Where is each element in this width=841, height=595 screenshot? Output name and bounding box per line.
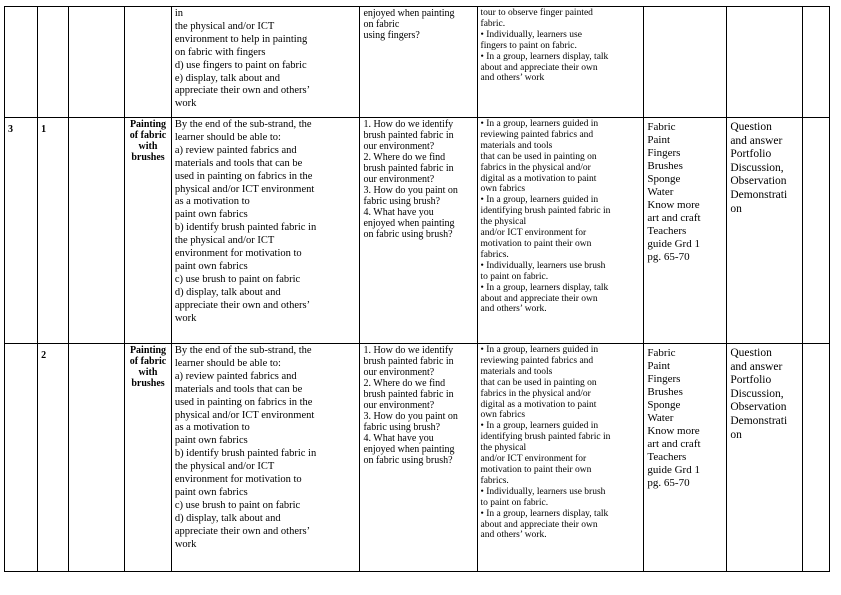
cell-line: fabrics in the physical and/or bbox=[480, 162, 591, 173]
cell-line: • Individually, learners use bbox=[480, 29, 582, 40]
cell-line: Question bbox=[730, 121, 772, 133]
cell-line: • In a group, learners display, talk bbox=[480, 508, 609, 519]
cell-line: 3. How do you paint on bbox=[363, 185, 458, 196]
cell-line: used in painting on fabrics in the bbox=[174, 396, 313, 408]
key-inquiry-questions-cell bbox=[360, 7, 477, 118]
cell-line: on fabric using brush? bbox=[363, 229, 453, 240]
cell-line: pg. 65-70 bbox=[647, 477, 690, 489]
cell-line: c) use brush to paint on fabric bbox=[174, 273, 301, 285]
cell-line: and/or ICT environment for bbox=[480, 454, 587, 465]
cell-line: b) identify brush painted fabric in bbox=[174, 448, 317, 460]
cell-line: fabric using brush? bbox=[363, 422, 441, 433]
cell-line: motivation to paint their own bbox=[480, 238, 592, 249]
cell-line: Sponge bbox=[647, 173, 681, 185]
cell-line: Demonstrati bbox=[730, 188, 788, 201]
cell-line: paint own fabrics bbox=[174, 209, 248, 221]
lesson-cell bbox=[38, 118, 69, 344]
cell-line: to paint on fabric. bbox=[480, 271, 549, 282]
cell-line: digital as a motivation to paint bbox=[480, 399, 597, 410]
lesson-number: 2 bbox=[41, 350, 47, 361]
learning-experiences-cell bbox=[477, 344, 644, 572]
cell-line: materials and tools that can be bbox=[174, 157, 303, 169]
cell-line: work bbox=[174, 98, 197, 110]
cell-line: 1. How do we identify bbox=[363, 345, 454, 356]
cell-line: paint own fabrics bbox=[174, 435, 248, 447]
scheme-of-work-table bbox=[4, 6, 830, 572]
cell-line: enjoyed when painting bbox=[363, 8, 455, 19]
cell-line: and others’ work. bbox=[480, 530, 547, 541]
strand-cell bbox=[69, 344, 125, 572]
table-row bbox=[5, 7, 830, 118]
cell-line: our environment? bbox=[363, 367, 435, 378]
week-cell bbox=[5, 344, 38, 572]
learning-resources-cell bbox=[644, 344, 727, 572]
key-inquiry-questions-cell bbox=[360, 344, 477, 572]
week-cell bbox=[5, 7, 38, 118]
strand-cell bbox=[69, 7, 125, 118]
cell-line: 2. Where do we find bbox=[363, 152, 446, 163]
cell-line: Know more bbox=[647, 199, 700, 211]
cell-line: Painting bbox=[129, 119, 167, 130]
assessment-cell bbox=[727, 118, 803, 344]
cell-line: as a motivation to bbox=[174, 196, 250, 208]
cell-line: environment for motivation to bbox=[174, 474, 302, 486]
cell-line: paint own fabrics bbox=[174, 260, 248, 272]
cell-line: • In a group, learners guided in bbox=[480, 119, 599, 129]
reflection-cell bbox=[802, 344, 829, 572]
cell-line: By the end of the sub-strand, the bbox=[174, 345, 312, 356]
cell-line: our environment? bbox=[363, 141, 435, 152]
cell-line: work bbox=[174, 312, 197, 324]
cell-line: Brushes bbox=[647, 386, 683, 398]
learning-outcomes-cell bbox=[171, 118, 360, 344]
cell-line: c) use brush to paint on fabric bbox=[174, 499, 301, 511]
cell-line: learner should be able to: bbox=[174, 357, 281, 369]
sub-strand-cell bbox=[125, 118, 172, 344]
cell-line: • Individually, learners use brush bbox=[480, 260, 606, 271]
cell-line: fabric using brush? bbox=[363, 196, 441, 207]
cell-line: Question bbox=[730, 347, 772, 359]
cell-line: our environment? bbox=[363, 400, 435, 411]
cell-line: a) review painted fabrics and bbox=[174, 144, 297, 156]
cell-line: with bbox=[138, 367, 158, 378]
cell-line: materials and tools that can be bbox=[174, 383, 303, 395]
cell-line: brush painted fabric in bbox=[363, 389, 454, 400]
cell-line: b) identify brush painted fabric in bbox=[174, 222, 317, 234]
cell-line: and others’ work. bbox=[480, 304, 547, 315]
cell-line: Portfolio bbox=[730, 374, 772, 387]
cell-line: tour to observe finger painted bbox=[480, 8, 593, 18]
cell-line: physical and/or ICT environment bbox=[174, 183, 315, 195]
cell-line: materials and tools bbox=[480, 366, 553, 377]
cell-line: learner should be able to: bbox=[174, 131, 281, 143]
cell-line: fabric. bbox=[480, 18, 506, 29]
cell-line: 1. How do we identify bbox=[363, 119, 454, 130]
cell-line: pg. 65-70 bbox=[647, 251, 690, 263]
cell-line: guide Grd 1 bbox=[647, 238, 700, 250]
cell-line: • In a group, learners guided in bbox=[480, 421, 599, 432]
cell-line: 4. What have you bbox=[363, 207, 434, 218]
learning-outcomes-cell bbox=[171, 7, 360, 118]
sub-strand-cell bbox=[125, 344, 172, 572]
cell-line: with bbox=[138, 141, 158, 152]
cell-line: identifying brush painted fabric in bbox=[480, 432, 611, 443]
cell-line: and/or ICT environment for bbox=[480, 228, 587, 239]
cell-line: fabrics. bbox=[480, 249, 509, 260]
cell-line: of fabric bbox=[129, 356, 167, 367]
cell-line: appreciate their own and others’ bbox=[174, 85, 311, 97]
cell-line: • In a group, learners guided in bbox=[480, 345, 599, 355]
cell-line: brushes bbox=[131, 378, 165, 389]
cell-line: Discussion, bbox=[730, 161, 784, 174]
lesson-cell bbox=[38, 344, 69, 572]
cell-line: as a motivation to bbox=[174, 422, 250, 434]
cell-line: the physical and/or ICT bbox=[174, 461, 275, 473]
cell-line: about and appreciate their own bbox=[480, 519, 598, 530]
cell-line: reviewing painted fabrics and bbox=[480, 355, 594, 366]
learning-resources-cell bbox=[644, 118, 727, 344]
cell-line: motivation to paint their own bbox=[480, 464, 592, 475]
cell-line: identifying brush painted fabric in bbox=[480, 206, 611, 217]
cell-line: Fabric bbox=[647, 347, 676, 359]
cell-line: the physical and/or ICT bbox=[174, 235, 275, 247]
cell-line: and answer bbox=[730, 134, 783, 147]
cell-line: to paint on fabric. bbox=[480, 497, 549, 508]
cell-line: fingers to paint on fabric. bbox=[480, 40, 577, 51]
cell-line: • In a group, learners display, talk bbox=[480, 282, 609, 293]
cell-line: enjoyed when painting bbox=[363, 444, 455, 455]
cell-line: fabrics. bbox=[480, 475, 509, 486]
cell-line: d) display, talk about and bbox=[174, 286, 281, 298]
cell-line: environment to help in painting bbox=[174, 33, 308, 45]
cell-line: 3. How do you paint on bbox=[363, 411, 458, 422]
cell-line: Water bbox=[647, 186, 674, 198]
cell-line: Teachers bbox=[647, 225, 687, 237]
cell-line: physical and/or ICT environment bbox=[174, 409, 315, 421]
cell-line: art and craft bbox=[647, 438, 701, 450]
cell-line: d) display, talk about and bbox=[174, 512, 281, 524]
assessment-cell bbox=[727, 344, 803, 572]
cell-line: 4. What have you bbox=[363, 433, 434, 444]
sub-strand-cell bbox=[125, 7, 172, 118]
cell-line: Observation bbox=[730, 175, 787, 188]
cell-line: Fingers bbox=[647, 373, 681, 385]
cell-line: brush painted fabric in bbox=[363, 356, 454, 367]
cell-line: brush painted fabric in bbox=[363, 130, 454, 141]
cell-line: Painting bbox=[129, 345, 167, 356]
table-row bbox=[5, 118, 830, 344]
cell-line: reviewing painted fabrics and bbox=[480, 129, 594, 140]
cell-line: guide Grd 1 bbox=[647, 464, 700, 476]
cell-line: appreciate their own and others’ bbox=[174, 525, 311, 537]
week-cell bbox=[5, 118, 38, 344]
learning-resources-cell bbox=[644, 7, 727, 118]
cell-line: the physical and/or ICT bbox=[174, 20, 275, 32]
cell-line: Demonstrati bbox=[730, 414, 788, 427]
cell-line: on bbox=[730, 428, 742, 441]
cell-line: Fingers bbox=[647, 147, 681, 159]
cell-line: • Individually, learners use brush bbox=[480, 486, 606, 497]
cell-line: Paint bbox=[647, 360, 671, 372]
cell-line: fabrics in the physical and/or bbox=[480, 388, 591, 399]
cell-line: the physical bbox=[480, 443, 527, 454]
lesson-number: 1 bbox=[41, 124, 47, 135]
cell-line: art and craft bbox=[647, 212, 701, 224]
cell-line: digital as a motivation to paint bbox=[480, 173, 597, 184]
cell-line: used in painting on fabrics in the bbox=[174, 170, 313, 182]
cell-line: • In a group, learners display, talk bbox=[480, 51, 609, 62]
cell-line: brushes bbox=[131, 152, 165, 163]
assessment-cell bbox=[727, 7, 803, 118]
cell-line: in bbox=[174, 8, 183, 19]
cell-line: Teachers bbox=[647, 451, 687, 463]
cell-line: that can be used in painting on bbox=[480, 377, 597, 388]
cell-line: of fabric bbox=[129, 130, 167, 141]
cell-line: Fabric bbox=[647, 121, 676, 133]
week-number: 3 bbox=[8, 124, 13, 135]
cell-line: materials and tools bbox=[480, 140, 553, 151]
cell-line: Brushes bbox=[647, 160, 683, 172]
cell-line: Sponge bbox=[647, 399, 681, 411]
learning-experiences-cell bbox=[477, 118, 644, 344]
key-inquiry-questions-cell bbox=[360, 118, 477, 344]
cell-line: using fingers? bbox=[363, 30, 420, 41]
cell-line: environment for motivation to bbox=[174, 248, 302, 260]
reflection-cell bbox=[802, 7, 829, 118]
learning-outcomes-cell bbox=[171, 344, 360, 572]
reflection-cell bbox=[802, 118, 829, 344]
cell-line: and answer bbox=[730, 360, 783, 373]
cell-line: • In a group, learners guided in bbox=[480, 195, 599, 206]
cell-line: Observation bbox=[730, 401, 787, 414]
cell-line: brush painted fabric in bbox=[363, 163, 454, 174]
cell-line: a) review painted fabrics and bbox=[174, 370, 297, 382]
cell-line: that can be used in painting on bbox=[480, 151, 597, 162]
cell-line: on fabric bbox=[363, 19, 400, 30]
cell-line: Discussion, bbox=[730, 387, 784, 400]
cell-line: Know more bbox=[647, 425, 700, 437]
cell-line: appreciate their own and others’ bbox=[174, 299, 311, 311]
cell-line: our environment? bbox=[363, 174, 435, 185]
learning-experiences-cell bbox=[477, 7, 644, 118]
cell-line: enjoyed when painting bbox=[363, 218, 455, 229]
cell-line: about and appreciate their own bbox=[480, 293, 598, 304]
cell-line: Paint bbox=[647, 134, 671, 146]
cell-line: about and appreciate their own bbox=[480, 62, 598, 73]
cell-line: on fabric with fingers bbox=[174, 46, 266, 58]
cell-line: and others’ work bbox=[480, 73, 545, 84]
cell-line: e) display, talk about and bbox=[174, 72, 280, 84]
cell-line: on bbox=[730, 202, 742, 215]
cell-line: own fabrics bbox=[480, 184, 526, 195]
cell-line: work bbox=[174, 538, 197, 550]
cell-line: Portfolio bbox=[730, 148, 772, 161]
cell-line: the physical bbox=[480, 217, 527, 228]
cell-line: own fabrics bbox=[480, 410, 526, 421]
cell-line: 2. Where do we find bbox=[363, 378, 446, 389]
cell-line: Water bbox=[647, 412, 674, 424]
cell-line: d) use fingers to paint on fabric bbox=[174, 59, 307, 71]
cell-line: paint own fabrics bbox=[174, 486, 248, 498]
table-row bbox=[5, 344, 830, 572]
cell-line: on fabric using brush? bbox=[363, 455, 453, 466]
lesson-cell bbox=[38, 7, 69, 118]
strand-cell bbox=[69, 118, 125, 344]
cell-line: By the end of the sub-strand, the bbox=[174, 119, 312, 130]
